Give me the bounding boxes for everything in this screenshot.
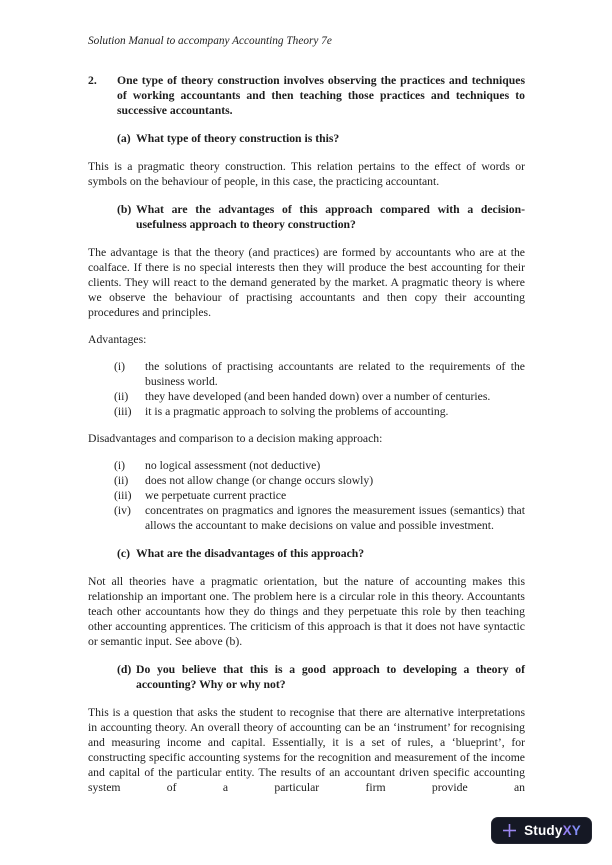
- list-item: [114, 359, 525, 389]
- list-item-marker: (iii): [114, 404, 132, 418]
- disadvantages-list: [114, 458, 525, 533]
- page-header: [88, 34, 525, 49]
- advantages-list: [114, 359, 525, 419]
- list-item-marker: (iv): [114, 503, 131, 517]
- list-item-marker: (ii): [114, 389, 129, 403]
- list-item-text: the solutions of practising accountants are related to the requirements of the business world.: [145, 359, 525, 388]
- list-item-text: they have developed (and been handed down) over a number of centuries.: [145, 389, 491, 403]
- part-a-heading-text: What type of theory construction is this?: [136, 132, 340, 145]
- part-a-marker: (a): [117, 132, 131, 145]
- list-item: [114, 488, 525, 503]
- badge-brand-primary: Study: [524, 823, 563, 838]
- list-item-text: no logical assessment (not deductive): [145, 458, 321, 472]
- list-item-text: concentrates on pragmatics and ignores the measurement issues (semantics) that allows the accountant to make decisions on value and possible investment.: [145, 503, 525, 532]
- part-b-marker: (b): [117, 203, 132, 216]
- list-item-text: does not allow change (or change occurs slowly): [145, 473, 374, 487]
- list-item-marker: (i): [114, 458, 126, 472]
- plus-icon: [502, 823, 517, 838]
- studyxy-badge[interactable]: [491, 817, 592, 844]
- list-item: [114, 473, 525, 488]
- part-d-heading-text: Do you believe that this is a good approach to developing a theory of accounting? Why or why not?: [136, 662, 525, 691]
- list-item-marker: (ii): [114, 473, 129, 487]
- advantages-label: Advantages:: [88, 332, 147, 346]
- part-c-answer: Not all theories have a pragmatic orientation, but the nature of accounting makes this relationship an important one. The problem here is a circular role in this theory. Accountants teach other accountants how they do things and they perpetuate this role by then teaching other accounting apprentices. The criticism of this approach is that it does not have syntactic or semantic input. See above (b).: [88, 574, 525, 648]
- part-c-heading-text: What are the disadvantages of this approach?: [136, 546, 365, 560]
- part-b-heading-text: What are the advantages of this approach compared with a decision-usefulness approach to theory construction?: [136, 203, 525, 231]
- part-c-heading: [117, 546, 525, 561]
- list-item: [114, 404, 525, 419]
- part-b-heading: [117, 202, 525, 232]
- list-item-text: we perpetuate current practice: [145, 488, 287, 502]
- part-d-answer: This is a question that asks the student to recognise that there are alternative interpretations in accounting theory. An overall theory of accounting can be an ‘instrument’ for recognising and measuring income and capital. Essentially, it is a set of rules, a ‘blueprint’, for constructing specific accounting systems for the recognition and measurement of the income and capital of the particular entity. The results of an accountant driven specific accounting system of a particular firm provide an: [88, 705, 525, 794]
- part-a-heading: [117, 131, 525, 146]
- disadvantages-label: Disadvantages and comparison to a decision making approach:: [88, 431, 383, 445]
- question-2: [88, 73, 525, 118]
- list-item-text: it is a pragmatic approach to solving the problems of accounting.: [145, 404, 449, 418]
- header-title: Solution Manual to accompany Accounting Theory 7e: [88, 35, 332, 47]
- part-d-heading: [117, 662, 525, 692]
- list-item: [114, 458, 525, 473]
- part-d-marker: (d): [117, 662, 132, 676]
- part-a-answer: This is a pragmatic theory construction. This relation pertains to the effect of words or symbols on the behaviour of people, in this case, the practicing accountant.: [88, 160, 525, 188]
- part-b-answer: The advantage is that the theory (and practices) are formed by accountants who are at the coalface. If there is no special interests then they will produce the best accounting for their clients. They will react to the demand generated by the market. A pragmatic theory is where we observe the behaviour of practising accountants and then copy their accounting procedures and principles.: [88, 246, 525, 319]
- list-item: [114, 503, 525, 533]
- badge-brand-text: [524, 823, 581, 838]
- badge-brand-suffix: XY: [562, 823, 581, 838]
- list-item-marker: (iii): [114, 488, 132, 502]
- question-statement: One type of theory construction involves observing the practices and techniques of working accountants and then teaching those practices and techniques to successive accountants.: [117, 74, 525, 117]
- list-item: [114, 389, 525, 404]
- list-item-marker: (i): [114, 359, 126, 373]
- part-c-marker: (c): [117, 546, 130, 560]
- question-number: 2.: [88, 74, 97, 87]
